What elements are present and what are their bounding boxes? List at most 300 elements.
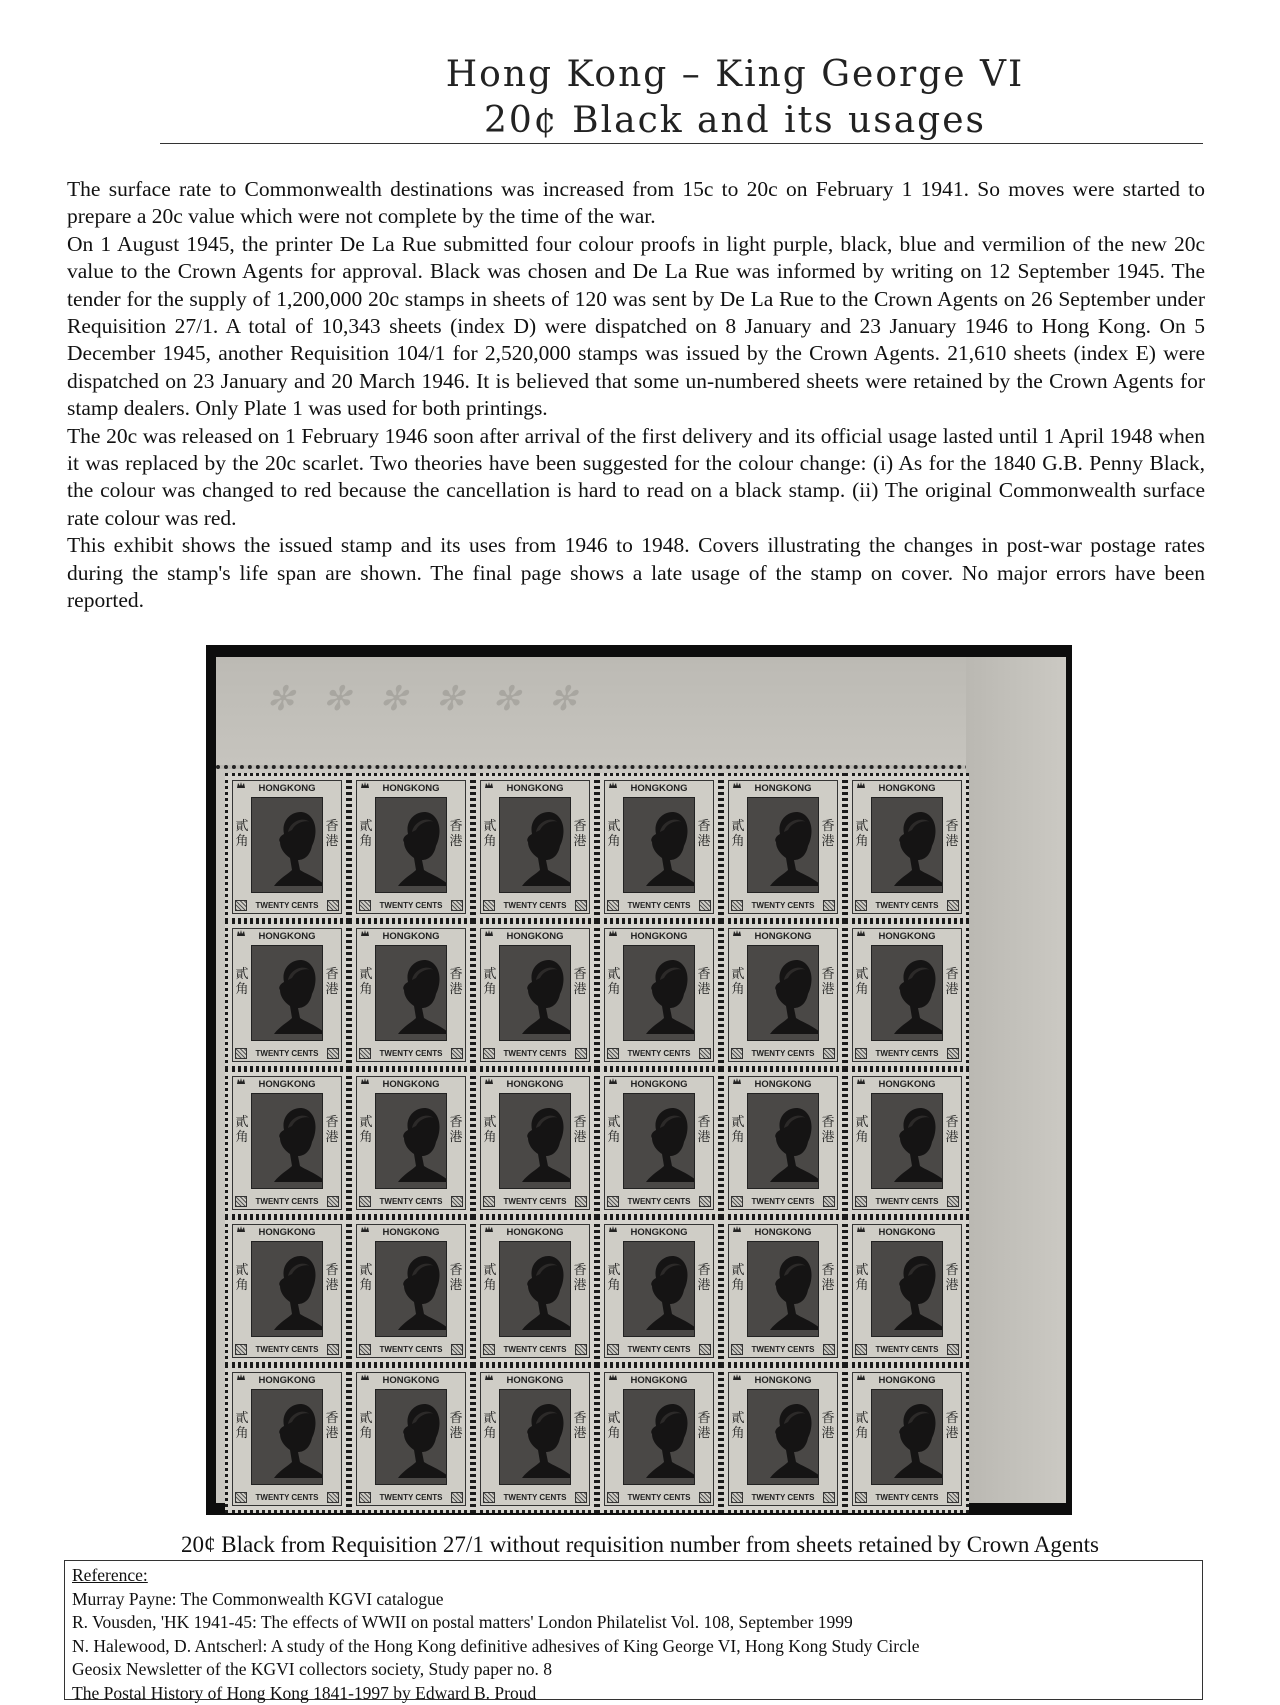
corner-ornament-icon bbox=[823, 1492, 835, 1503]
crown-icon bbox=[856, 1372, 866, 1382]
stamp-country-chinese: 香港 bbox=[696, 1411, 712, 1441]
stamp-value-chinese: 貳角 bbox=[606, 819, 622, 849]
stamp-country-label: HONGKONG bbox=[357, 1227, 465, 1238]
crown-icon bbox=[732, 1224, 742, 1234]
stamp-portrait-panel bbox=[623, 1241, 695, 1337]
stamp-portrait-panel bbox=[251, 797, 323, 893]
stamp-country-label: HONGKONG bbox=[605, 1227, 713, 1238]
stamp bbox=[597, 1069, 721, 1217]
stamp-country-chinese: 香港 bbox=[324, 1411, 340, 1441]
king-portrait-icon bbox=[762, 1248, 819, 1330]
crown-icon bbox=[236, 780, 246, 790]
crown-icon bbox=[360, 1372, 370, 1382]
stamp bbox=[225, 1217, 349, 1365]
king-portrait-icon bbox=[886, 1248, 943, 1330]
stamp-portrait-panel bbox=[871, 1389, 943, 1485]
corner-ornament-icon bbox=[575, 1196, 587, 1207]
king-portrait-icon bbox=[638, 804, 695, 886]
stamp-portrait-panel bbox=[375, 1093, 447, 1189]
stamp bbox=[349, 1365, 473, 1513]
stamp-value-label: TWENTY CENTS bbox=[605, 1049, 713, 1058]
king-portrait-icon bbox=[390, 1100, 447, 1182]
stamp-country-chinese: 香港 bbox=[944, 967, 960, 997]
stamp-value-label: TWENTY CENTS bbox=[481, 1345, 589, 1354]
stamp-country-chinese: 香港 bbox=[572, 819, 588, 849]
stamp bbox=[473, 773, 597, 921]
stamp-design bbox=[232, 1224, 342, 1358]
king-portrait-icon bbox=[638, 1248, 695, 1330]
stamp-country-label: HONGKONG bbox=[481, 1227, 589, 1238]
king-portrait-icon bbox=[266, 952, 323, 1034]
title-line-2: 20¢ Black and its usages bbox=[0, 98, 1280, 144]
stamp bbox=[721, 1217, 845, 1365]
corner-ornament-icon bbox=[327, 900, 339, 911]
stamp bbox=[473, 1069, 597, 1217]
corner-ornament-icon bbox=[575, 1492, 587, 1503]
stamp-country-chinese: 香港 bbox=[324, 1115, 340, 1145]
stamp-value-chinese: 貳角 bbox=[854, 819, 870, 849]
stamp-country-chinese: 香港 bbox=[820, 1115, 836, 1145]
crown-icon bbox=[856, 928, 866, 938]
stamp bbox=[349, 773, 473, 921]
stamp-design bbox=[232, 928, 342, 1062]
stamp-design bbox=[604, 1224, 714, 1358]
stamp-value-chinese: 貳角 bbox=[234, 1411, 250, 1441]
stamp-portrait-panel bbox=[375, 1389, 447, 1485]
crown-icon bbox=[608, 780, 618, 790]
stamp-value-label: TWENTY CENTS bbox=[233, 1493, 341, 1502]
stamp-country-label: HONGKONG bbox=[481, 931, 589, 942]
stamp bbox=[845, 1217, 969, 1365]
stamp-country-label: HONGKONG bbox=[233, 1375, 341, 1386]
stamp bbox=[721, 773, 845, 921]
stamp bbox=[473, 921, 597, 1069]
stamp-design bbox=[356, 1076, 466, 1210]
king-portrait-icon bbox=[762, 1396, 819, 1478]
stamp-value-label: TWENTY CENTS bbox=[729, 1049, 837, 1058]
stamp-value-chinese: 貳角 bbox=[234, 1263, 250, 1293]
stamp-design bbox=[852, 1372, 962, 1506]
stamp-country-chinese: 香港 bbox=[944, 1411, 960, 1441]
corner-ornament-icon bbox=[699, 900, 711, 911]
stamp-design bbox=[604, 780, 714, 914]
stamp-portrait-panel bbox=[375, 945, 447, 1041]
crown-icon bbox=[360, 780, 370, 790]
stamp bbox=[597, 1217, 721, 1365]
stamp-country-label: HONGKONG bbox=[481, 1375, 589, 1386]
king-portrait-icon bbox=[638, 1100, 695, 1182]
stamp-value-chinese: 貳角 bbox=[482, 1115, 498, 1145]
crown-icon bbox=[236, 928, 246, 938]
stamp-portrait-panel bbox=[623, 1389, 695, 1485]
king-portrait-icon bbox=[266, 1100, 323, 1182]
stamp-design bbox=[728, 1372, 838, 1506]
stamp-country-chinese: 香港 bbox=[944, 1115, 960, 1145]
stamp-portrait-panel bbox=[251, 945, 323, 1041]
stamp bbox=[721, 1069, 845, 1217]
stamp-country-chinese: 香港 bbox=[820, 1263, 836, 1293]
corner-ornament-icon bbox=[699, 1492, 711, 1503]
stamp-design bbox=[604, 1372, 714, 1506]
stamp-value-chinese: 貳角 bbox=[234, 1115, 250, 1145]
stamp-country-chinese: 香港 bbox=[820, 819, 836, 849]
corner-ornament-icon bbox=[823, 900, 835, 911]
corner-ornament-icon bbox=[451, 1344, 463, 1355]
stamp-country-label: HONGKONG bbox=[357, 1079, 465, 1090]
stamp-value-label: TWENTY CENTS bbox=[357, 901, 465, 910]
stamp-design bbox=[480, 1372, 590, 1506]
sheet-right-margin bbox=[966, 657, 1066, 1503]
stamp-value-chinese: 貳角 bbox=[730, 819, 746, 849]
reference-item: The Postal History of Hong Kong 1841-1997 by Edward B. Proud bbox=[72, 1682, 1195, 1705]
stamp bbox=[597, 921, 721, 1069]
stamp-value-label: TWENTY CENTS bbox=[729, 1493, 837, 1502]
stamp-design bbox=[480, 1076, 590, 1210]
intro-paragraph: On 1 August 1945, the printer De La Rue submitted four colour proofs in light purple, black, blue and vermilion of the new 20c value to the Crown Agents for approval. Black was chosen and De La Rue was informed by writing on 12 September 1945. The tender for the supply of 1,200,000 20c stamps in sheets of 120 was sent by De La Rue to the Crown Agents on 26 September under Requisition 27/1. A total of 10,343 sheets (index D) were dispatched on 8 January and 23 January 1946 to Hong Kong. On 5 December 1945, another Requisition 104/1 for 2,520,000 stamps was issued by the Crown Agents. 21,610 sheets (index E) were dispatched on 23 January and 20 March 1946. It is believed that some un-numbered sheets were retained by the Crown Agents for stamp dealers. Only Plate 1 was used for both printings. bbox=[67, 231, 1205, 423]
stamp bbox=[473, 1365, 597, 1513]
king-portrait-icon bbox=[514, 1248, 571, 1330]
stamp bbox=[225, 1069, 349, 1217]
crown-icon bbox=[236, 1224, 246, 1234]
king-portrait-icon bbox=[638, 1396, 695, 1478]
stamp-design bbox=[356, 780, 466, 914]
stamp bbox=[845, 1365, 969, 1513]
stamp-portrait-panel bbox=[251, 1389, 323, 1485]
stamp-country-label: HONGKONG bbox=[605, 783, 713, 794]
corner-ornament-icon bbox=[699, 1344, 711, 1355]
stamp-design bbox=[356, 1372, 466, 1506]
stamp-design bbox=[604, 1076, 714, 1210]
page-title bbox=[0, 52, 1280, 144]
stamp-value-label: TWENTY CENTS bbox=[481, 901, 589, 910]
stamp-country-chinese: 香港 bbox=[944, 819, 960, 849]
stamp-design bbox=[356, 928, 466, 1062]
stamp-value-chinese: 貳角 bbox=[482, 1263, 498, 1293]
stamp-portrait-panel bbox=[623, 945, 695, 1041]
stamp-country-label: HONGKONG bbox=[729, 783, 837, 794]
corner-ornament-icon bbox=[823, 1344, 835, 1355]
king-portrait-icon bbox=[390, 804, 447, 886]
corner-ornament-icon bbox=[451, 1048, 463, 1059]
intro-paragraph: This exhibit shows the issued stamp and its uses from 1946 to 1948. Covers illustrating the changes in post-war postage rates during the stamp's life span are shown. The final page shows a late usage of the stamp on cover. No major errors have been reported. bbox=[67, 532, 1205, 614]
stamp-value-label: TWENTY CENTS bbox=[853, 1049, 961, 1058]
corner-ornament-icon bbox=[327, 1048, 339, 1059]
stamp-value-chinese: 貳角 bbox=[854, 1411, 870, 1441]
crown-icon bbox=[732, 1372, 742, 1382]
stamp-portrait-panel bbox=[499, 1093, 571, 1189]
corner-ornament-icon bbox=[947, 1048, 959, 1059]
stamp-value-label: TWENTY CENTS bbox=[729, 1345, 837, 1354]
stamp bbox=[721, 1365, 845, 1513]
corner-ornament-icon bbox=[327, 1344, 339, 1355]
intro-paragraph: The surface rate to Commonwealth destinations was increased from 15c to 20c on February 1 1941. So moves were started to prepare a 20c value which were not complete by the time of the war. bbox=[67, 176, 1205, 231]
stamp-country-label: HONGKONG bbox=[233, 931, 341, 942]
crown-icon bbox=[856, 780, 866, 790]
stamp-country-chinese: 香港 bbox=[944, 1263, 960, 1293]
stamp-value-chinese: 貳角 bbox=[854, 1263, 870, 1293]
stamp-value-chinese: 貳角 bbox=[358, 967, 374, 997]
stamp-value-label: TWENTY CENTS bbox=[481, 1197, 589, 1206]
stamp-value-label: TWENTY CENTS bbox=[605, 901, 713, 910]
corner-ornament-icon bbox=[699, 1048, 711, 1059]
stamp-country-chinese: 香港 bbox=[448, 1263, 464, 1293]
crown-icon bbox=[360, 1224, 370, 1234]
stamp-design bbox=[232, 1372, 342, 1506]
stamp-portrait-panel bbox=[623, 1093, 695, 1189]
stamp-design bbox=[232, 1076, 342, 1210]
stamp-country-chinese: 香港 bbox=[448, 819, 464, 849]
stamp-country-chinese: 香港 bbox=[448, 967, 464, 997]
stamp-portrait-panel bbox=[251, 1093, 323, 1189]
stamp-value-chinese: 貳角 bbox=[358, 819, 374, 849]
king-portrait-icon bbox=[638, 952, 695, 1034]
stamp-country-label: HONGKONG bbox=[605, 1079, 713, 1090]
stamp-country-label: HONGKONG bbox=[233, 783, 341, 794]
stamp-value-label: TWENTY CENTS bbox=[481, 1049, 589, 1058]
stamp-country-chinese: 香港 bbox=[572, 1263, 588, 1293]
stamp-value-label: TWENTY CENTS bbox=[233, 1049, 341, 1058]
stamp-country-label: HONGKONG bbox=[357, 1375, 465, 1386]
crown-icon bbox=[484, 1224, 494, 1234]
stamp-country-label: HONGKONG bbox=[729, 1079, 837, 1090]
stamp-portrait-panel bbox=[499, 945, 571, 1041]
stamp-country-chinese: 香港 bbox=[696, 1263, 712, 1293]
stamp-country-label: HONGKONG bbox=[481, 1079, 589, 1090]
stamp-country-label: HONGKONG bbox=[729, 1227, 837, 1238]
stamp bbox=[225, 921, 349, 1069]
stamp-sheet bbox=[216, 657, 1066, 1503]
stamp-value-chinese: 貳角 bbox=[482, 967, 498, 997]
stamp-portrait-panel bbox=[871, 797, 943, 893]
stamp bbox=[225, 1365, 349, 1513]
stamp-country-chinese: 香港 bbox=[696, 819, 712, 849]
stamp-country-chinese: 香港 bbox=[448, 1411, 464, 1441]
stamp-portrait-panel bbox=[499, 797, 571, 893]
stamp-value-label: TWENTY CENTS bbox=[481, 1493, 589, 1502]
king-portrait-icon bbox=[266, 1248, 323, 1330]
stamp bbox=[597, 773, 721, 921]
crown-icon bbox=[608, 928, 618, 938]
stamp-country-chinese: 香港 bbox=[820, 967, 836, 997]
stamp-value-label: TWENTY CENTS bbox=[605, 1493, 713, 1502]
stamp-design bbox=[852, 780, 962, 914]
stamp-design bbox=[728, 928, 838, 1062]
stamp-country-chinese: 香港 bbox=[572, 967, 588, 997]
corner-ornament-icon bbox=[699, 1196, 711, 1207]
stamp-portrait-panel bbox=[375, 1241, 447, 1337]
stamp-portrait-panel bbox=[747, 797, 819, 893]
stamp-value-chinese: 貳角 bbox=[730, 1411, 746, 1441]
stamp-value-chinese: 貳角 bbox=[606, 1263, 622, 1293]
stamp-value-chinese: 貳角 bbox=[234, 819, 250, 849]
stamp-country-chinese: 香港 bbox=[324, 819, 340, 849]
stamp-design bbox=[728, 780, 838, 914]
stamp-design bbox=[852, 1076, 962, 1210]
corner-ornament-icon bbox=[451, 1196, 463, 1207]
king-portrait-icon bbox=[266, 804, 323, 886]
stamp-value-chinese: 貳角 bbox=[482, 819, 498, 849]
stamp-value-label: TWENTY CENTS bbox=[729, 901, 837, 910]
stamp-portrait-panel bbox=[623, 797, 695, 893]
stamp-portrait-panel bbox=[747, 1389, 819, 1485]
stamp-design bbox=[480, 928, 590, 1062]
stamp-country-label: HONGKONG bbox=[729, 931, 837, 942]
stamp-value-chinese: 貳角 bbox=[482, 1411, 498, 1441]
stamp-value-label: TWENTY CENTS bbox=[357, 1197, 465, 1206]
king-portrait-icon bbox=[886, 804, 943, 886]
stamp-portrait-panel bbox=[871, 945, 943, 1041]
stamp-value-chinese: 貳角 bbox=[730, 967, 746, 997]
stamp-country-chinese: 香港 bbox=[696, 967, 712, 997]
corner-ornament-icon bbox=[575, 1344, 587, 1355]
stamp-value-chinese: 貳角 bbox=[606, 967, 622, 997]
reference-box bbox=[64, 1560, 1203, 1700]
stamp-portrait-panel bbox=[747, 945, 819, 1041]
king-portrait-icon bbox=[514, 804, 571, 886]
stamp-value-label: TWENTY CENTS bbox=[357, 1493, 465, 1502]
stamp-country-chinese: 香港 bbox=[324, 967, 340, 997]
crown-icon bbox=[856, 1076, 866, 1086]
corner-ornament-icon bbox=[575, 900, 587, 911]
king-portrait-icon bbox=[886, 1100, 943, 1182]
stamp-country-label: HONGKONG bbox=[605, 1375, 713, 1386]
stamp-value-label: TWENTY CENTS bbox=[605, 1345, 713, 1354]
stamp-value-label: TWENTY CENTS bbox=[357, 1345, 465, 1354]
stamp-country-label: HONGKONG bbox=[357, 931, 465, 942]
stamp-country-label: HONGKONG bbox=[853, 1375, 961, 1386]
king-portrait-icon bbox=[266, 1396, 323, 1478]
stamp-value-chinese: 貳角 bbox=[730, 1115, 746, 1145]
stamp-country-label: HONGKONG bbox=[853, 1079, 961, 1090]
stamp-design bbox=[480, 780, 590, 914]
stamp-design bbox=[728, 1076, 838, 1210]
stamp-value-label: TWENTY CENTS bbox=[853, 901, 961, 910]
crown-icon bbox=[484, 928, 494, 938]
corner-ornament-icon bbox=[823, 1048, 835, 1059]
stamp-country-label: HONGKONG bbox=[853, 931, 961, 942]
stamp-portrait-panel bbox=[375, 797, 447, 893]
stamp bbox=[349, 1217, 473, 1365]
reference-item: N. Halewood, D. Antscherl: A study of the Hong Kong definitive adhesives of King George VI, Hong Kong Study Circle bbox=[72, 1635, 1195, 1659]
stamp-portrait-panel bbox=[251, 1241, 323, 1337]
crown-icon bbox=[236, 1076, 246, 1086]
stamp-design bbox=[604, 928, 714, 1062]
sheet-caption: 20¢ Black from Requisition 27/1 without requisition number from sheets retained by Crown Agents bbox=[0, 1532, 1280, 1558]
stamp-country-chinese: 香港 bbox=[572, 1115, 588, 1145]
stamp-value-chinese: 貳角 bbox=[358, 1263, 374, 1293]
stamp-value-label: TWENTY CENTS bbox=[233, 1197, 341, 1206]
stamp-country-chinese: 香港 bbox=[448, 1115, 464, 1145]
stamp-design bbox=[852, 928, 962, 1062]
stamp-value-label: TWENTY CENTS bbox=[357, 1049, 465, 1058]
reference-item: Geosix Newsletter of the KGVI collectors society, Study paper no. 8 bbox=[72, 1658, 1195, 1682]
intro-text bbox=[67, 176, 1205, 615]
king-portrait-icon bbox=[762, 1100, 819, 1182]
stamp-country-label: HONGKONG bbox=[605, 931, 713, 942]
stamp-design bbox=[852, 1224, 962, 1358]
stamp-country-chinese: 香港 bbox=[324, 1263, 340, 1293]
stamp-value-chinese: 貳角 bbox=[358, 1115, 374, 1145]
stamp-grid bbox=[225, 773, 969, 1513]
stamp-value-chinese: 貳角 bbox=[730, 1263, 746, 1293]
corner-ornament-icon bbox=[575, 1048, 587, 1059]
stamp-country-label: HONGKONG bbox=[853, 1227, 961, 1238]
king-portrait-icon bbox=[514, 1396, 571, 1478]
crown-icon bbox=[484, 1076, 494, 1086]
king-portrait-icon bbox=[886, 952, 943, 1034]
reference-item: Murray Payne: The Commonwealth KGVI catalogue bbox=[72, 1588, 1195, 1612]
stamp-value-label: TWENTY CENTS bbox=[729, 1197, 837, 1206]
king-portrait-icon bbox=[514, 1100, 571, 1182]
stamp-portrait-panel bbox=[871, 1241, 943, 1337]
stamp-sheet-image bbox=[206, 645, 1072, 1515]
crown-icon bbox=[484, 1372, 494, 1382]
stamp-country-chinese: 香港 bbox=[820, 1411, 836, 1441]
stamp-portrait-panel bbox=[499, 1389, 571, 1485]
stamp-country-chinese: 香港 bbox=[696, 1115, 712, 1145]
stamp-portrait-panel bbox=[747, 1241, 819, 1337]
title-divider bbox=[160, 143, 1203, 144]
corner-ornament-icon bbox=[947, 1492, 959, 1503]
stamp bbox=[597, 1365, 721, 1513]
crown-icon bbox=[236, 1372, 246, 1382]
stamp-value-chinese: 貳角 bbox=[606, 1115, 622, 1145]
crown-icon bbox=[732, 928, 742, 938]
corner-ornament-icon bbox=[451, 900, 463, 911]
corner-ornament-icon bbox=[823, 1196, 835, 1207]
reference-heading: Reference: bbox=[72, 1564, 1195, 1588]
stamp bbox=[845, 921, 969, 1069]
stamp-design bbox=[728, 1224, 838, 1358]
stamp bbox=[349, 1069, 473, 1217]
king-portrait-icon bbox=[762, 952, 819, 1034]
corner-ornament-icon bbox=[947, 1196, 959, 1207]
stamp-country-label: HONGKONG bbox=[233, 1227, 341, 1238]
corner-ornament-icon bbox=[947, 900, 959, 911]
stamp-value-label: TWENTY CENTS bbox=[233, 901, 341, 910]
stamp-country-chinese: 香港 bbox=[572, 1411, 588, 1441]
crown-icon bbox=[608, 1224, 618, 1234]
corner-ornament-icon bbox=[451, 1492, 463, 1503]
king-portrait-icon bbox=[762, 804, 819, 886]
stamp-value-label: TWENTY CENTS bbox=[853, 1197, 961, 1206]
stamp bbox=[349, 921, 473, 1069]
selvage-watermark: ✻✻✻✻✻✻ bbox=[266, 679, 605, 719]
stamp-design bbox=[232, 780, 342, 914]
crown-icon bbox=[608, 1076, 618, 1086]
stamp-value-label: TWENTY CENTS bbox=[853, 1493, 961, 1502]
crown-icon bbox=[608, 1372, 618, 1382]
stamp-design bbox=[356, 1224, 466, 1358]
stamp-value-chinese: 貳角 bbox=[606, 1411, 622, 1441]
stamp-value-chinese: 貳角 bbox=[854, 967, 870, 997]
stamp-value-label: TWENTY CENTS bbox=[605, 1197, 713, 1206]
stamp bbox=[225, 773, 349, 921]
stamp-design bbox=[480, 1224, 590, 1358]
stamp-country-label: HONGKONG bbox=[233, 1079, 341, 1090]
king-portrait-icon bbox=[390, 1248, 447, 1330]
stamp-portrait-panel bbox=[499, 1241, 571, 1337]
crown-icon bbox=[732, 780, 742, 790]
king-portrait-icon bbox=[886, 1396, 943, 1478]
crown-icon bbox=[856, 1224, 866, 1234]
crown-icon bbox=[360, 928, 370, 938]
stamp-value-label: TWENTY CENTS bbox=[233, 1345, 341, 1354]
crown-icon bbox=[360, 1076, 370, 1086]
corner-ornament-icon bbox=[327, 1492, 339, 1503]
stamp-country-label: HONGKONG bbox=[853, 783, 961, 794]
title-line-1: Hong Kong – King George VI bbox=[0, 52, 1280, 98]
